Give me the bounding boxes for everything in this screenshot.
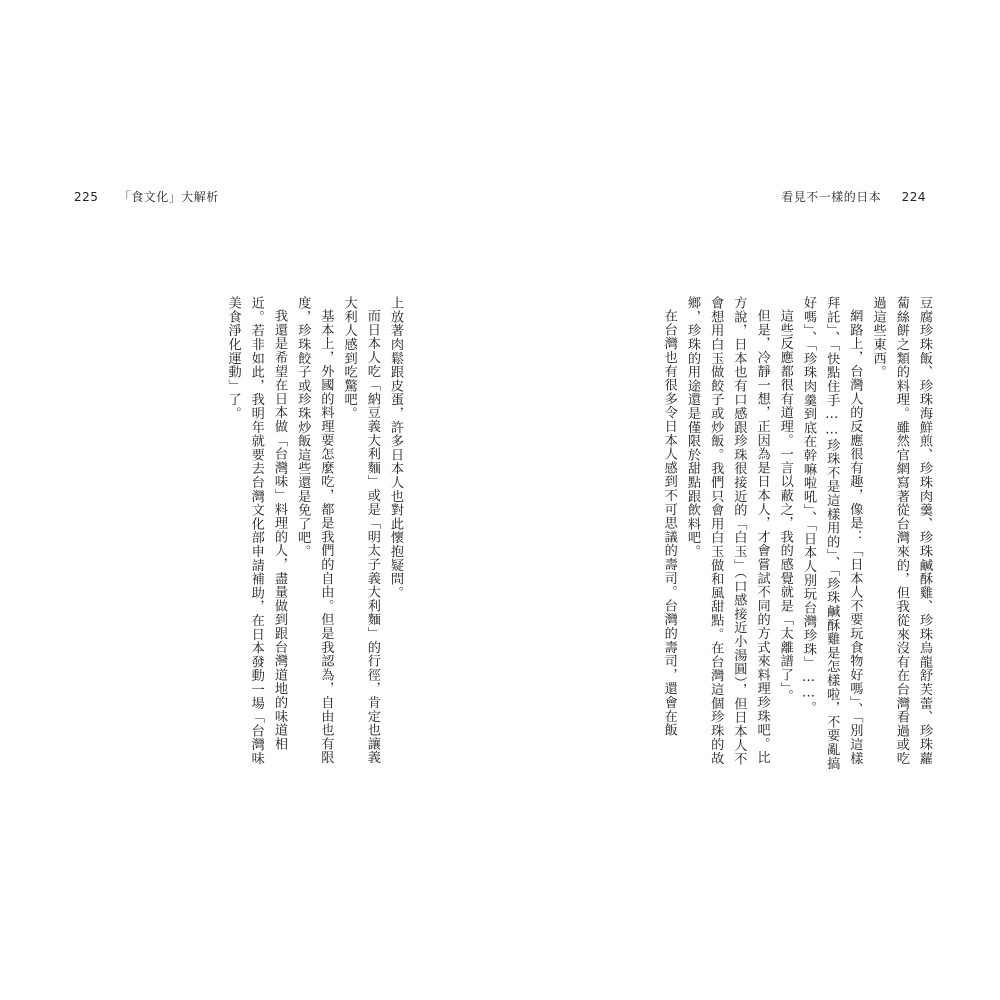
paragraph: 我還是希望在日本做「台灣味」料理的人，盡量做到跟台灣道地的味道相近。若非如此，我明年就要去台灣文化部申請補助，在日本發動一場「台灣味美食淨化運動」了。 bbox=[225, 296, 287, 766]
left-running-title: 「食文化」大解析 bbox=[118, 190, 219, 204]
paragraph: 在台灣也有很多令日本人感到不可思議的壽司。台灣的壽司，還會在飯 bbox=[661, 309, 677, 737]
paragraph: 這些反應都很有道理。一言以蔽之，我的感覺就是「太離譜了」。 bbox=[777, 309, 793, 703]
right-page-header bbox=[773, 188, 934, 205]
left-page-body bbox=[221, 296, 407, 776]
paragraph: 網路上，台灣人的反應很有趣，像是：「日本人不要玩食物好嗎」、「別這樣拜託」、「快點住手……珍珠不是這樣用的」、「珍珠鹹酥雞是怎樣啦，不要亂搞好嗎」、「珍珠肉羹到底在幹嘛啦吼」、「日本人別玩台灣珍珠」……。 bbox=[800, 296, 863, 770]
right-page-body bbox=[658, 296, 936, 776]
paragraph: 但是，冷靜一想，正因為是日本人，才會嘗試不同的方式來料理珍珠吧。比方說，日本也有口感跟珍珠很接近的「白玉」（口感接近小湯圓），但日本人不會想用白玉做餃子或炒飯。我們只會用白玉做和風甜點。在台灣這個珍珠的故鄉，珍珠的用途還是僅限於甜點跟飲料吧。 bbox=[684, 296, 770, 766]
paragraph: 基本上，外國的料理要怎麼吃，都是我們的自由。但是我認為，自由也有限度，珍珠餃子或珍珠炒飯這些還是免了吧。 bbox=[295, 296, 334, 765]
right-page-number: 224 bbox=[901, 190, 926, 204]
right-running-title: 看見不一樣的日本 bbox=[781, 190, 882, 204]
left-page-header bbox=[66, 188, 227, 205]
paragraph: 豆腐珍珠飯、珍珠海鮮煎、珍珠肉羹、珍珠鹹酥雞、珍珠烏龍舒芙蕾、珍珠蘿蔔絲餅之類的料理。雖然官網寫著從台灣來的，但我從來沒有在台灣看過或吃過這些東西。 bbox=[870, 296, 932, 766]
paragraph: 而日本人吃「納豆義大利麵」或是「明太子義大利麵」的行徑，肯定也讓義大利人感到吃驚吧。 bbox=[341, 296, 380, 765]
left-page-number: 225 bbox=[74, 190, 99, 204]
paragraph: 上放著肉鬆跟皮蛋，許多日本人也對此懷抱疑問。 bbox=[388, 296, 403, 600]
